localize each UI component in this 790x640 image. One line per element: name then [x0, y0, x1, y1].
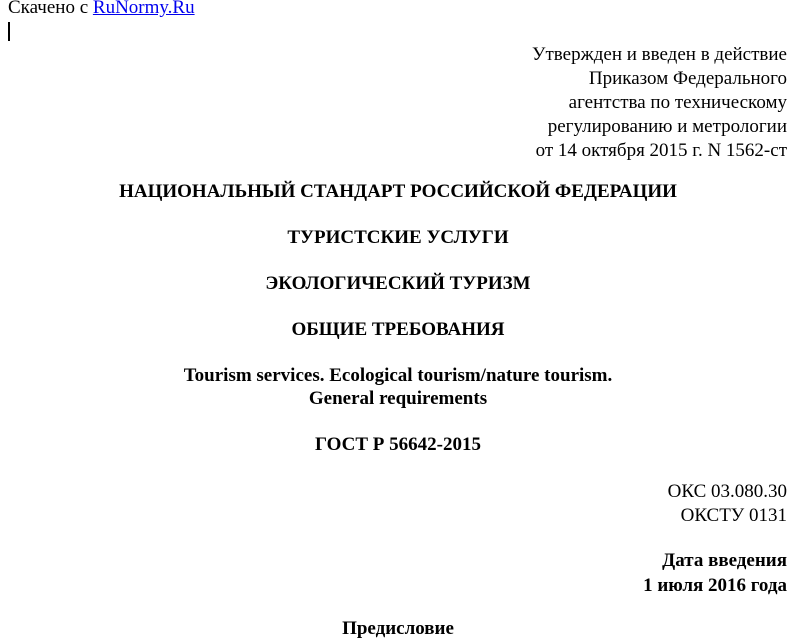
approval-line: Утвержден и введен в действие — [532, 44, 787, 65]
introduction-date-block — [643, 548, 787, 598]
approval-block — [532, 43, 787, 163]
source-link[interactable]: RuNormy.Ru — [92, 0, 195, 18]
source-prefix: Скачено с — [8, 0, 89, 18]
approval-line: регулированию и метрологии — [547, 116, 787, 137]
english-title-line-2: General requirements — [308, 388, 488, 409]
oks-code: ОКС 03.080.30 — [667, 481, 787, 502]
approval-line: агентства по техническому — [568, 92, 787, 113]
gost-number: ГОСТ Р 56642-2015 — [315, 434, 481, 455]
standard-type-heading: НАЦИОНАЛЬНЫЙ СТАНДАРТ РОССИЙСКОЙ ФЕДЕРАЦИИ — [119, 181, 677, 202]
introduction-date-label: Дата введения — [662, 550, 787, 571]
classification-codes — [668, 480, 787, 528]
approval-line: Приказом Федерального — [588, 68, 787, 89]
title-heading: ТУРИСТСКИЕ УСЛУГИ — [287, 227, 509, 248]
okstu-code: ОКСТУ 0131 — [680, 505, 787, 526]
subtitle-heading: ЭКОЛОГИЧЕСКИЙ ТУРИЗМ — [265, 273, 531, 294]
requirements-heading: ОБЩИЕ ТРЕБОВАНИЯ — [291, 319, 505, 340]
english-title-line-1: Tourism services. Ecological tourism/nature tourism. — [183, 365, 613, 386]
source-line — [8, 0, 195, 19]
approval-line: от 14 октября 2015 г. N 1562-ст — [535, 140, 787, 161]
introduction-date-value: 1 июля 2016 года — [643, 575, 787, 596]
preface-heading: Предисловие — [342, 618, 454, 639]
text-cursor — [8, 22, 10, 41]
